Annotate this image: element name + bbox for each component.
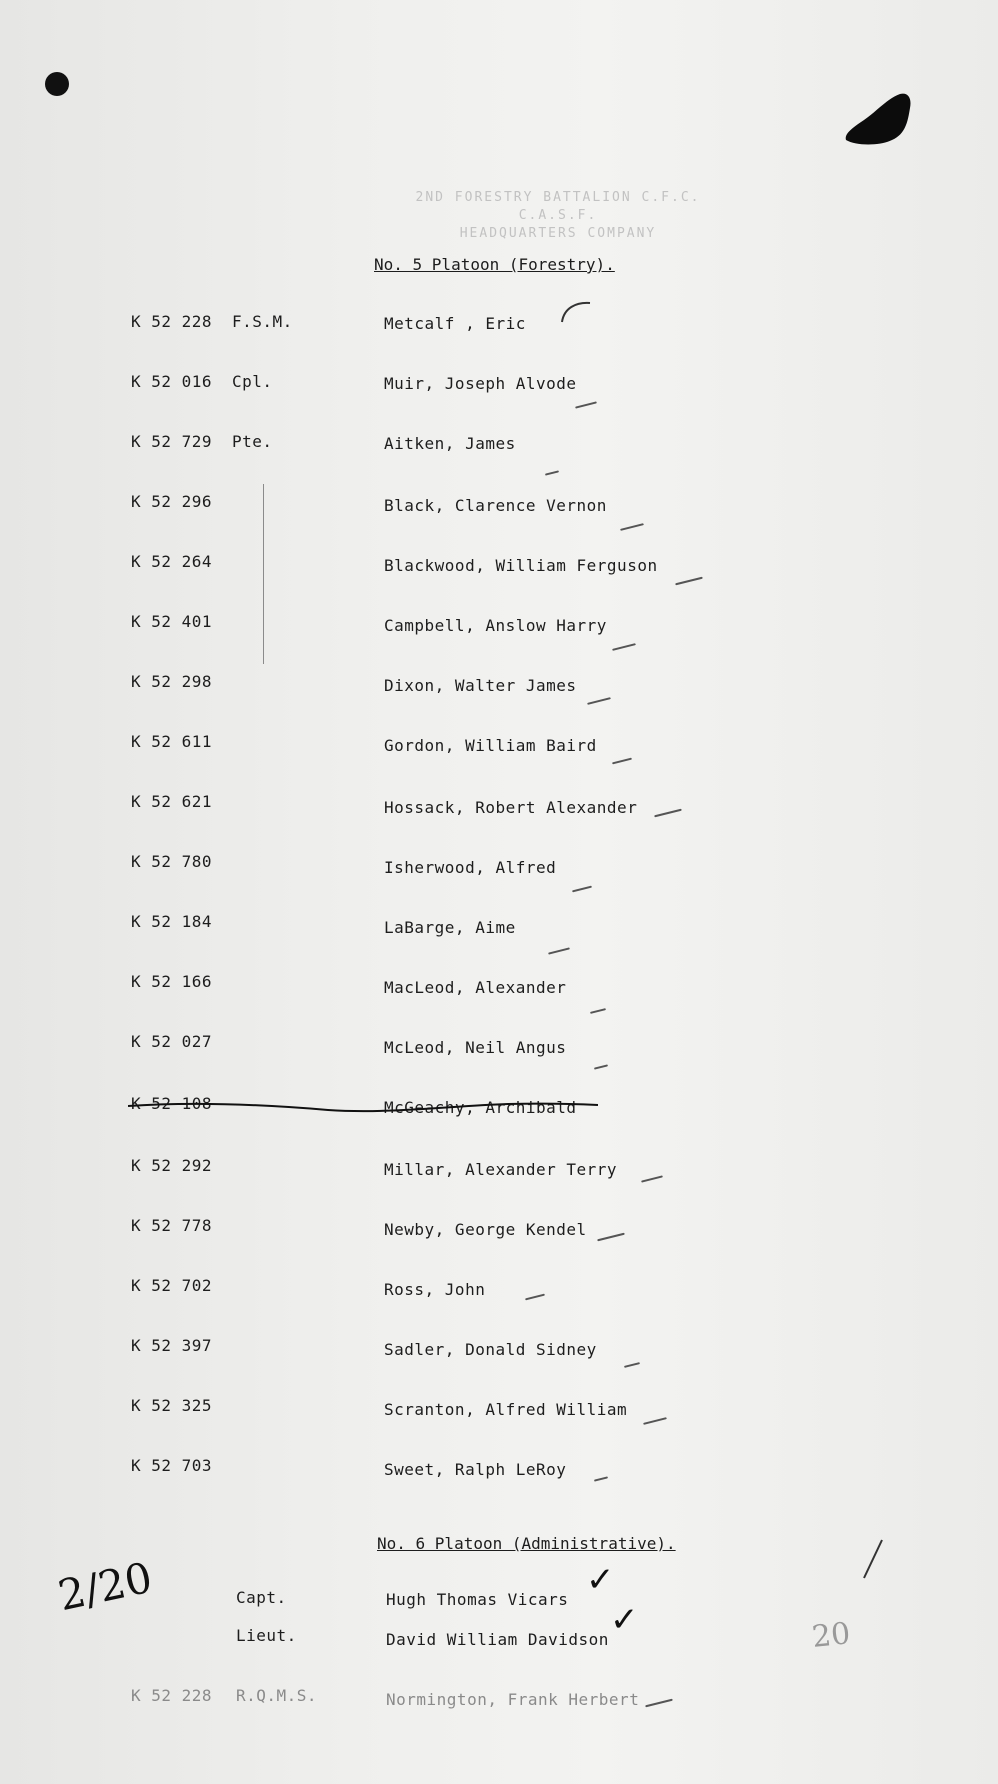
service-number: K 52 016 bbox=[131, 372, 213, 391]
service-number: K 52 184 bbox=[131, 912, 213, 931]
rank-ditto-bracket bbox=[263, 484, 264, 664]
tick-mark bbox=[587, 697, 611, 705]
service-number: K 52 264 bbox=[131, 552, 213, 571]
header-line-2: C.A.S.F. bbox=[518, 208, 598, 223]
header-line-3: HEADQUARTERS COMPANY bbox=[459, 226, 657, 241]
tick-mark bbox=[675, 577, 703, 586]
service-number: K 52 611 bbox=[131, 732, 213, 751]
soldier-name: Scranton, Alfred William bbox=[384, 1400, 628, 1419]
tick-mark bbox=[645, 1699, 673, 1708]
rank: Lieut. bbox=[236, 1626, 297, 1645]
rank: Cpl. bbox=[232, 372, 273, 391]
strike-through-line bbox=[128, 1096, 598, 1118]
soldier-name: Isherwood, Alfred bbox=[384, 858, 557, 877]
pencil-mark bbox=[858, 1538, 888, 1582]
soldier-name: Hossack, Robert Alexander bbox=[384, 798, 638, 817]
check-mark-icon: ✓ bbox=[586, 1560, 615, 1600]
service-number: K 52 702 bbox=[131, 1276, 213, 1295]
service-number: K 52 401 bbox=[131, 612, 213, 631]
soldier-name: Metcalf , Eric bbox=[384, 314, 526, 333]
soldier-name: Millar, Alexander Terry bbox=[384, 1160, 618, 1179]
rank: R.Q.M.S. bbox=[236, 1686, 318, 1705]
soldier-name: Newby, George Kendel bbox=[384, 1220, 587, 1239]
tick-mark bbox=[572, 886, 592, 893]
soldier-name: Dixon, Walter James bbox=[384, 676, 577, 695]
soldier-name: Normington, Frank Herbert bbox=[386, 1690, 640, 1709]
handwritten-page-note: 2/20 bbox=[53, 1552, 157, 1621]
service-number: K 52 292 bbox=[131, 1156, 213, 1175]
soldier-name: Black, Clarence Vernon bbox=[384, 496, 607, 515]
service-number: K 52 729 bbox=[131, 432, 213, 451]
service-number: K 52 228 bbox=[131, 1686, 213, 1705]
soldier-name: Campbell, Anslow Harry bbox=[384, 616, 607, 635]
tick-mark bbox=[590, 1008, 606, 1014]
service-number: K 52 703 bbox=[131, 1456, 213, 1475]
rank: Pte. bbox=[232, 432, 273, 451]
platoon-5-title: No. 5 Platoon (Forestry). bbox=[374, 255, 615, 274]
pencil-mark bbox=[556, 300, 596, 330]
tick-mark bbox=[525, 1294, 545, 1301]
service-number: K 52 778 bbox=[131, 1216, 213, 1235]
officer-name: David William Davidson bbox=[386, 1630, 609, 1649]
service-number: K 52 166 bbox=[131, 972, 213, 991]
tick-mark bbox=[641, 1175, 663, 1182]
soldier-name: Blackwood, William Ferguson bbox=[384, 556, 658, 575]
tick-mark bbox=[643, 1417, 667, 1425]
tick-mark bbox=[548, 947, 570, 954]
soldier-name: Ross, John bbox=[384, 1280, 486, 1299]
service-number: K 52 780 bbox=[131, 852, 213, 871]
tick-mark bbox=[620, 523, 644, 531]
service-number: K 52 296 bbox=[131, 492, 213, 511]
soldier-name: Muir, Joseph Alvode bbox=[384, 374, 577, 393]
ink-blot bbox=[842, 90, 918, 154]
check-mark-icon: ✓ bbox=[610, 1600, 639, 1640]
punch-hole bbox=[45, 72, 69, 96]
tick-mark bbox=[545, 470, 559, 475]
rank: F.S.M. bbox=[232, 312, 293, 331]
tick-mark bbox=[597, 1233, 625, 1242]
officer-name: Hugh Thomas Vicars bbox=[386, 1590, 569, 1609]
service-number: K 52 228 bbox=[131, 312, 213, 331]
tick-mark bbox=[612, 643, 636, 651]
soldier-name: Gordon, William Baird bbox=[384, 736, 597, 755]
soldier-name: Sadler, Donald Sidney bbox=[384, 1340, 597, 1359]
soldier-name: Sweet, Ralph LeRoy bbox=[384, 1460, 567, 1479]
tick-mark bbox=[575, 401, 597, 408]
tick-mark bbox=[594, 1064, 608, 1069]
service-number: K 52 325 bbox=[131, 1396, 213, 1415]
service-number: K 52 621 bbox=[131, 792, 213, 811]
soldier-name: Aitken, James bbox=[384, 434, 516, 453]
soldier-name: McGeachy, Archibald bbox=[384, 1098, 577, 1117]
header-line-1: 2ND FORESTRY BATTALION C.F.C. bbox=[415, 190, 701, 205]
service-number: K 52 108 bbox=[131, 1094, 213, 1113]
service-number: K 52 397 bbox=[131, 1336, 213, 1355]
soldier-name: MacLeod, Alexander bbox=[384, 978, 567, 997]
service-number: K 52 298 bbox=[131, 672, 213, 691]
rank: Capt. bbox=[236, 1588, 287, 1607]
service-number: K 52 027 bbox=[131, 1032, 213, 1051]
pencil-page-note: 20 bbox=[810, 1616, 852, 1655]
tick-mark bbox=[654, 809, 682, 818]
soldier-name: LaBarge, Aime bbox=[384, 918, 516, 937]
platoon-6-title: No. 6 Platoon (Administrative). bbox=[377, 1534, 676, 1553]
tick-mark bbox=[612, 758, 632, 765]
soldier-name: McLeod, Neil Angus bbox=[384, 1038, 567, 1057]
tick-mark bbox=[624, 1362, 640, 1368]
tick-mark bbox=[594, 1476, 608, 1481]
